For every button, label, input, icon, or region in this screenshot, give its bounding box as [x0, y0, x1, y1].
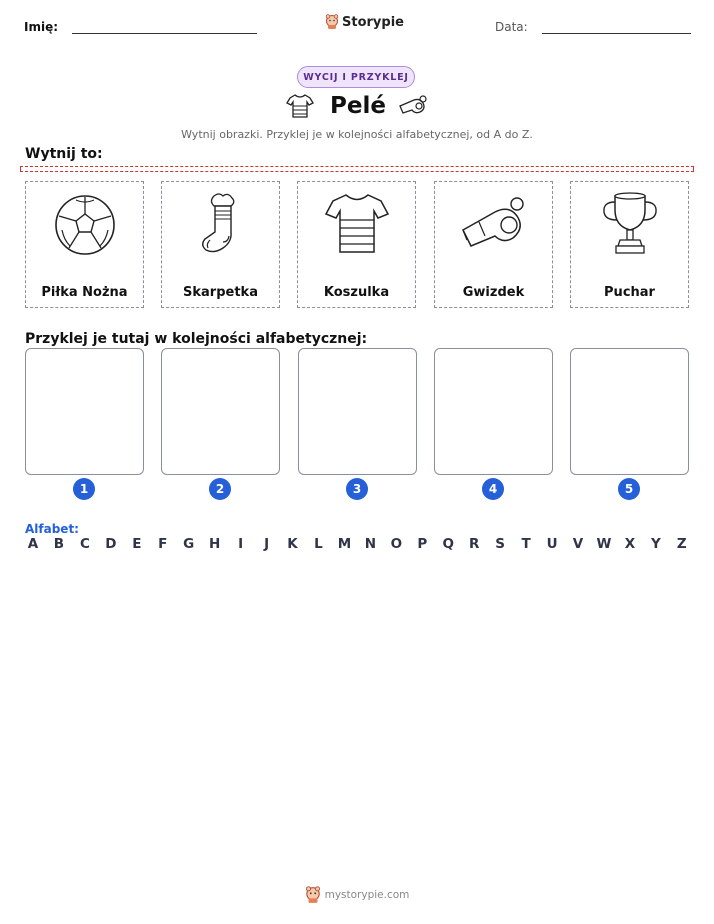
paste-slot-3[interactable]	[298, 348, 417, 475]
alphabet-letter: G	[183, 536, 195, 552]
slot-number-badge: 2	[209, 478, 231, 500]
alphabet-letter: Z	[676, 536, 687, 552]
shirt-icon	[286, 93, 314, 119]
cut-card-label: Gwizdek	[462, 285, 525, 300]
trophy-icon	[595, 190, 665, 260]
cut-card-label: Piłka Nożna	[41, 285, 128, 300]
alphabet-letter: L	[314, 536, 323, 552]
slot-number-badge: 5	[618, 478, 640, 500]
paste-slot-5[interactable]	[570, 348, 689, 475]
alphabet-letter: U	[546, 536, 558, 552]
cut-card-soccer-ball[interactable]	[25, 181, 144, 308]
footer	[0, 886, 714, 904]
alphabet-row	[25, 536, 690, 552]
sock-icon	[186, 190, 256, 260]
alphabet-letter: E	[132, 536, 142, 552]
paste-section-title: Przyklej je tutaj w kolejności alfabetycznej:	[25, 331, 368, 347]
alphabet-letter: V	[572, 536, 584, 552]
cut-card-label: Skarpetka	[183, 285, 258, 300]
activity-badge: WYCIJ I PRZYKLEJ	[297, 66, 415, 88]
storypie-mascot-icon	[325, 14, 339, 30]
instructions: Wytnij obrazki. Przyklej je w kolejności alfabetycznej, od A do Z.	[181, 128, 533, 141]
alphabet-letter: N	[364, 536, 377, 552]
cut-card-trophy[interactable]	[570, 181, 689, 308]
paste-slot-1[interactable]	[25, 348, 144, 475]
alphabet-letter: Y	[650, 536, 661, 552]
slot-number-badge: 1	[73, 478, 95, 500]
cut-card-label: Koszulka	[323, 285, 390, 300]
alphabet-letter: T	[521, 536, 531, 552]
cut-card-whistle[interactable]	[434, 181, 553, 308]
shirt-icon	[322, 190, 392, 260]
footer-site[interactable]: mystorypie.com	[324, 889, 410, 901]
alphabet-letter: F	[158, 536, 168, 552]
brand-logo	[325, 14, 404, 30]
slot-number-badge: 3	[346, 478, 368, 500]
whistle-icon	[459, 190, 529, 260]
alphabet-letter: H	[209, 536, 221, 552]
name-label: Imię:	[24, 20, 59, 34]
date-label: Data:	[495, 20, 528, 34]
alphabet-letter: S	[495, 536, 506, 552]
alphabet-title: Alfabet:	[25, 522, 79, 536]
alphabet-letter: O	[390, 536, 403, 552]
brand-name: Storypie	[342, 14, 404, 30]
name-line[interactable]	[72, 33, 257, 34]
cut-card-label: Puchar	[604, 285, 655, 300]
date-line[interactable]	[542, 33, 691, 34]
paste-slot-4[interactable]	[434, 348, 553, 475]
page-title: Pelé	[330, 93, 386, 119]
alphabet-letter: W	[596, 536, 612, 552]
slot-number-badge: 4	[482, 478, 504, 500]
alphabet-letter: C	[79, 536, 90, 552]
alphabet-letter: A	[27, 536, 39, 552]
cut-card-shirt[interactable]	[297, 181, 416, 308]
alphabet-letter: B	[53, 536, 65, 552]
whistle-icon	[398, 94, 428, 118]
alphabet-letter: R	[469, 536, 480, 552]
alphabet-letter: X	[624, 536, 636, 552]
alphabet-letter: D	[105, 536, 117, 552]
cut-section-title: Wytnij to:	[25, 146, 103, 162]
alphabet-letter: P	[417, 536, 428, 552]
soccer-ball-icon	[50, 190, 120, 260]
storypie-mascot-icon	[305, 886, 321, 904]
alphabet-letter: M	[337, 536, 352, 552]
alphabet-letter: Q	[442, 536, 454, 552]
alphabet-letter: I	[238, 536, 244, 552]
paste-slot-2[interactable]	[161, 348, 280, 475]
alphabet-letter: J	[264, 536, 270, 552]
cut-line	[20, 166, 694, 172]
cut-card-sock[interactable]	[161, 181, 280, 308]
alphabet-letter: K	[287, 536, 298, 552]
